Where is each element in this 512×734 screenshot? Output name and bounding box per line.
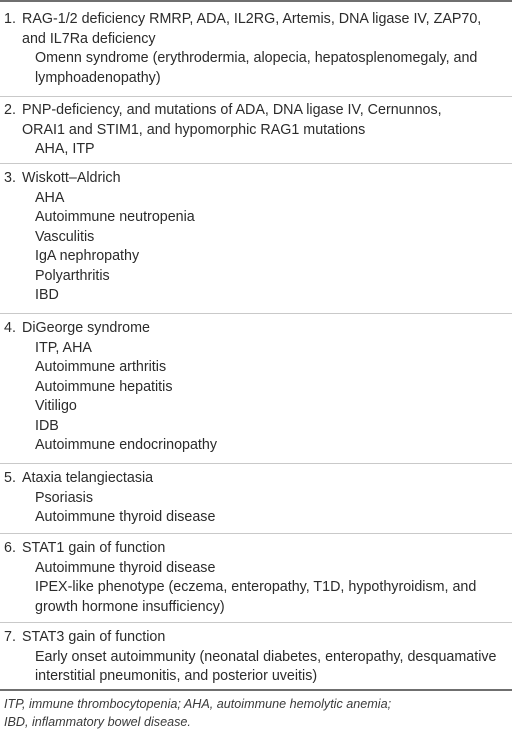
row-item: Polyarthritis	[35, 267, 110, 284]
row-item: Autoimmune hepatitis	[35, 378, 173, 395]
row-item: IBD	[35, 287, 59, 303]
row-item: Psoriasis	[35, 489, 93, 506]
row-heading: Ataxia telangiectasia	[22, 470, 154, 486]
bottom-rule	[0, 689, 512, 691]
row-heading: DiGeorge syndrome	[22, 320, 150, 336]
footnote-line: IBD, inflammatory bowel disease.	[4, 715, 191, 729]
row-item: IgA nephropathy	[35, 248, 140, 264]
row-heading: and IL7Ra deficiency	[22, 30, 156, 47]
row-item: Autoimmune thyroid disease	[35, 559, 216, 576]
row-item: Autoimmune thyroid disease	[35, 509, 216, 525]
row-item: Omenn syndrome (erythrodermia, alopecia, hepatosplenomegaly, and	[35, 50, 478, 66]
row-item: growth hormone insufficiency)	[35, 598, 225, 615]
row-item: AHA	[35, 189, 65, 206]
row-item: Autoimmune arthritis	[35, 359, 167, 375]
row-separator	[0, 533, 512, 534]
row-number: 7.	[4, 629, 16, 645]
row-item: IPEX-like phenotype (eczema, enteropathy, T1D, hypothyroidism, and	[35, 579, 477, 595]
row-separator	[0, 96, 512, 97]
footnote-line: ITP, immune thrombocytopenia; AHA, autoimmune hemolytic anemia;	[4, 697, 392, 711]
row-item: Vasculitis	[35, 228, 95, 245]
row-number: 4.	[4, 320, 16, 336]
row-number: 6.	[4, 540, 16, 556]
row-heading: STAT1 gain of function	[22, 540, 166, 556]
row-item: Vitiligo	[35, 398, 77, 414]
row-item: lymphoadenopathy)	[35, 69, 161, 86]
row-separator	[0, 622, 512, 623]
row-item: Early onset autoimmunity (neonatal diabetes, enteropathy, desquamative	[35, 648, 497, 665]
row-item: AHA, ITP	[35, 141, 95, 157]
top-rule	[0, 0, 512, 2]
row-item: Autoimmune endocrinopathy	[35, 437, 217, 453]
row-item: Autoimmune neutropenia	[35, 209, 195, 225]
row-separator	[0, 463, 512, 464]
row-item: IDB	[35, 417, 59, 434]
row-heading: RAG-1/2 deficiency RMRP, ADA, IL2RG, Artemis, DNA ligase IV, ZAP70,	[22, 11, 482, 27]
row-number: 1.	[4, 11, 16, 27]
row-separator	[0, 163, 512, 164]
row-heading: PNP-deficiency, and mutations of ADA, DNA ligase IV, Cernunnos,	[22, 102, 442, 118]
row-item: ITP, AHA	[35, 339, 92, 356]
row-item: interstitial pneumonitis, and posterior uveitis)	[35, 668, 318, 684]
row-number: 5.	[4, 470, 16, 486]
row-number: 3.	[4, 170, 16, 186]
row-heading: Wiskott–Aldrich	[22, 170, 121, 186]
row-number: 2.	[4, 102, 16, 118]
row-heading: STAT3 gain of function	[22, 629, 166, 645]
row-separator	[0, 313, 512, 314]
row-heading: ORAI1 and STIM1, and hypomorphic RAG1 mutations	[22, 121, 366, 138]
